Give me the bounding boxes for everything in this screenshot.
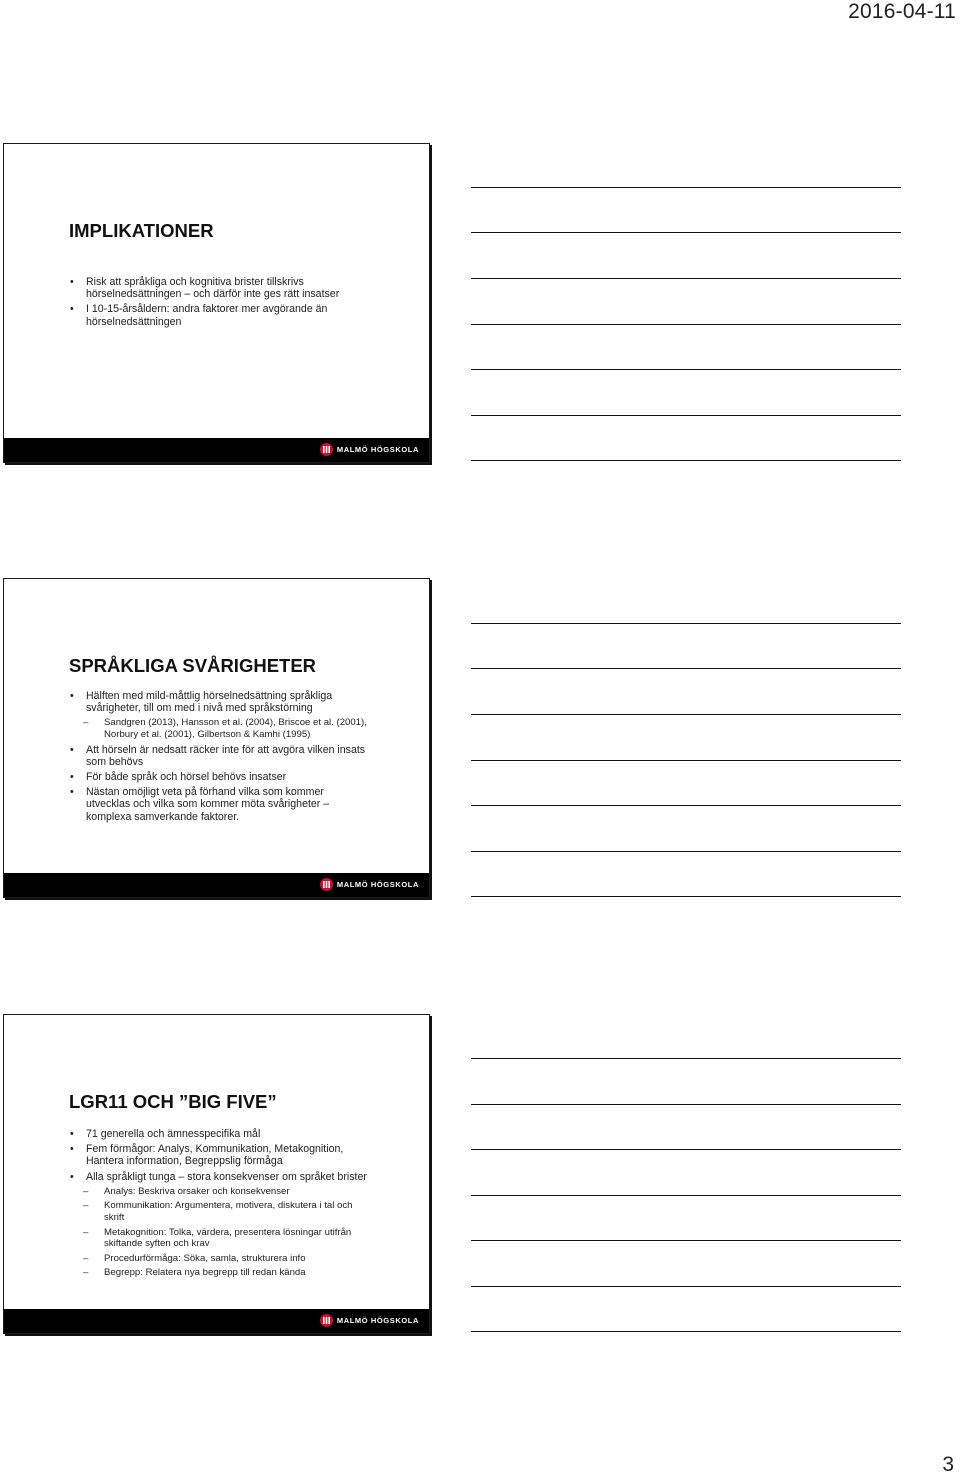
note-line	[471, 1195, 901, 1196]
logo-text: MALMÖ HÖGSKOLA	[336, 1316, 419, 1325]
bullet-text: Alla språkligt tunga – stora konsekvenser om språket brister	[86, 1170, 367, 1183]
dash-bullet-icon: –	[83, 717, 89, 729]
bullet-dot-icon: •	[70, 276, 74, 288]
page-date: 2016-04-11	[848, 0, 956, 23]
bullet-list	[69, 276, 369, 331]
bullet-text: Att hörseln är nedsatt räcker inte för att avgöra vilken insats som behövs	[86, 743, 366, 768]
bullet-dot-icon: •	[70, 743, 74, 756]
note-line	[471, 760, 901, 761]
malmo-hogskola-logo-icon	[320, 878, 333, 891]
malmo-hogskola-logo-icon	[320, 443, 333, 456]
bullet-text: Hälften med mild-måttlig hörselnedsättning språkliga svårigheter, till om med i nivå med språkstörning	[86, 690, 333, 715]
slide-sprakliga-svarigheter	[3, 578, 430, 898]
note-line	[471, 714, 901, 715]
sub-bullet-item	[69, 717, 369, 740]
logo-text: MALMÖ HÖGSKOLA	[336, 880, 419, 889]
bullet-item	[69, 786, 369, 823]
bullet-item	[69, 303, 369, 327]
bullet-item	[69, 276, 369, 300]
dash-bullet-icon: –	[83, 1267, 89, 1279]
sub-bullet-item	[69, 1253, 369, 1265]
slide-title: LGR11 OCH ”BIG FIVE”	[69, 1091, 277, 1112]
bullet-dot-icon: •	[70, 771, 74, 783]
note-line	[471, 623, 901, 624]
bullet-dot-icon: •	[70, 786, 74, 799]
malmo-hogskola-logo	[320, 878, 419, 891]
note-line	[471, 1331, 901, 1332]
dash-bullet-icon: –	[83, 1252, 89, 1264]
note-line	[471, 896, 901, 897]
malmo-hogskola-logo	[320, 1314, 419, 1327]
bullet-text: Kommunikation: Argumentera, motivera, diskutera i tal och skrift	[104, 1200, 353, 1223]
bullet-list	[69, 690, 369, 826]
note-line	[471, 851, 901, 852]
note-line	[471, 369, 901, 370]
note-line	[471, 1058, 901, 1059]
dash-bullet-icon: –	[83, 1200, 89, 1212]
bullet-text: Risk att språkliga och kognitiva brister tillskrivs hörselnedsättningen – och därför inte ges rätt insatser	[86, 276, 340, 301]
sub-bullet-item	[69, 1267, 369, 1279]
slide-title: SPRÅKLIGA SVÅRIGHETER	[69, 655, 317, 676]
bullet-item	[69, 744, 369, 768]
note-line	[471, 415, 901, 416]
bullet-text: Metakognition: Tolka, värdera, presentera lösningar utifrån skiftande syften och krav	[104, 1226, 352, 1250]
bullet-dot-icon: •	[70, 1143, 74, 1156]
slide-title: IMPLIKATIONER	[69, 220, 214, 241]
slide-footer-bar	[4, 438, 429, 462]
bullet-item	[69, 690, 369, 714]
bullet-text: Sandgren (2013), Hansson et al. (2004), Briscoe et al. (2001), Norbury et al. (2001), Gilbertson & Kamhi (1995)	[104, 717, 367, 740]
sub-bullet-item	[69, 1186, 369, 1198]
bullet-text: Fem förmågor: Analys, Kommunikation, Metakognition, Hantera information, Begreppslig förmåga	[86, 1143, 344, 1168]
bullet-text: Procedurförmåga: Söka, samla, strukturera info	[104, 1252, 306, 1264]
page-number: 3	[942, 1453, 954, 1476]
bullet-list	[69, 1128, 369, 1282]
dash-bullet-icon: –	[83, 1185, 89, 1197]
bullet-text: Analys: Beskriva orsaker och konsekvenser	[104, 1185, 290, 1197]
bullet-item	[69, 1143, 369, 1167]
sub-bullet-item	[69, 1200, 369, 1223]
logo-text: MALMÖ HÖGSKOLA	[336, 445, 419, 454]
dash-bullet-icon: –	[83, 1226, 89, 1238]
slide-footer-bar	[4, 873, 429, 897]
bullet-dot-icon: •	[70, 690, 74, 702]
note-line	[471, 1240, 901, 1241]
bullet-text: Nästan omöjligt veta på förhand vilka som kommer utvecklas och vilka som kommer möta svårigheter – komplexa samverkande faktorer.	[86, 786, 330, 823]
note-line	[471, 668, 901, 669]
note-line	[471, 1149, 901, 1150]
note-line	[471, 278, 901, 279]
note-line	[471, 324, 901, 325]
note-line	[471, 805, 901, 806]
malmo-hogskola-logo-icon	[320, 1314, 333, 1327]
note-line	[471, 460, 901, 461]
bullet-text: För både språk och hörsel behövs insatser	[86, 771, 287, 783]
slide-implikationer	[3, 143, 430, 463]
bullet-text: Begrepp: Relatera nya begrepp till redan kända	[104, 1267, 306, 1279]
slide-lgr11-big-five	[3, 1014, 430, 1334]
note-line	[471, 232, 901, 233]
note-line	[471, 187, 901, 188]
note-line	[471, 1104, 901, 1105]
bullet-item	[69, 1171, 369, 1183]
bullet-text: 71 generella och ämnesspecifika mål	[86, 1128, 261, 1140]
bullet-dot-icon: •	[70, 1170, 74, 1183]
bullet-item	[69, 771, 369, 783]
slide-footer-bar	[4, 1309, 429, 1333]
bullet-dot-icon: •	[70, 303, 74, 316]
malmo-hogskola-logo	[320, 443, 419, 456]
sub-bullet-item	[69, 1227, 369, 1250]
bullet-dot-icon: •	[70, 1128, 74, 1140]
bullet-item	[69, 1128, 369, 1140]
bullet-text: I 10-15-årsåldern: andra faktorer mer avgörande än hörselnedsättningen	[86, 303, 328, 328]
note-line	[471, 1286, 901, 1287]
